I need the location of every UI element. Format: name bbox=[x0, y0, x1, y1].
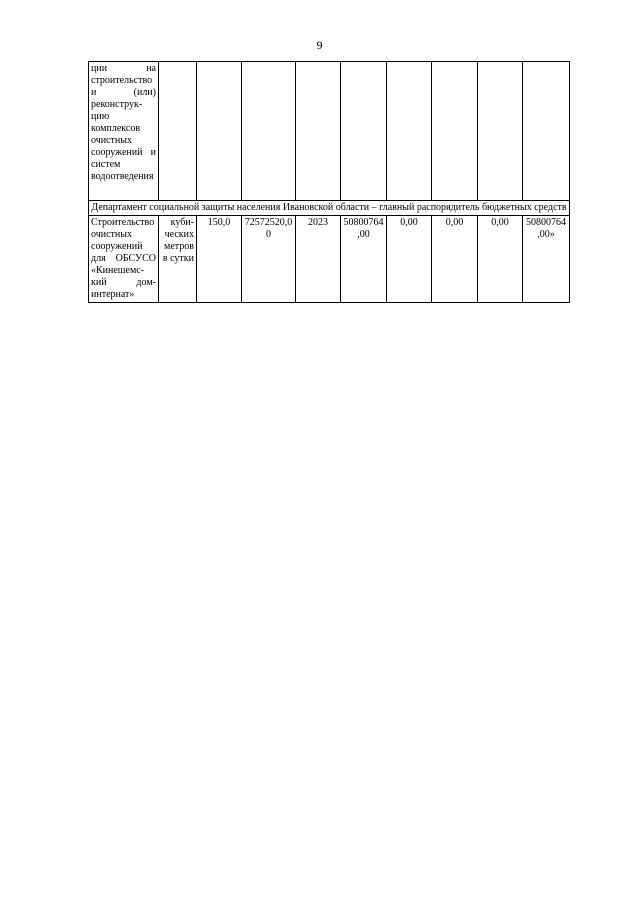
object-year: 2023 bbox=[296, 216, 341, 303]
object-value-2: 0,00 bbox=[432, 216, 478, 303]
empty-cell bbox=[341, 62, 387, 201]
empty-cell bbox=[159, 62, 197, 201]
object-value-4: 50800764,00» bbox=[523, 216, 570, 303]
empty-cell bbox=[197, 62, 242, 201]
object-row bbox=[89, 216, 570, 303]
department-title: Департамент социальной защиты населения Ивановской области – главный распорядитель бюджетных средств bbox=[89, 201, 570, 216]
budget-table bbox=[88, 61, 570, 303]
empty-cell bbox=[387, 62, 432, 201]
object-total: 50800764,00 bbox=[341, 216, 387, 303]
object-value-3: 0,00 bbox=[478, 216, 523, 303]
object-value-1: 0,00 bbox=[387, 216, 432, 303]
continuation-description: ции на строительство и (или) реконструкцию комплексов очистных сооружений и систем водоотведения bbox=[89, 62, 159, 201]
department-row bbox=[89, 201, 570, 216]
object-capacity: 150,0 bbox=[197, 216, 242, 303]
empty-cell bbox=[296, 62, 341, 201]
empty-cell bbox=[478, 62, 523, 201]
object-estimated-cost: 72572520,00 bbox=[242, 216, 296, 303]
object-unit: кубических метров в сутки bbox=[159, 216, 197, 303]
page-number: 9 bbox=[316, 38, 323, 52]
empty-cell bbox=[242, 62, 296, 201]
empty-cell bbox=[432, 62, 478, 201]
continuation-row bbox=[89, 62, 570, 201]
empty-cell bbox=[523, 62, 570, 201]
object-name: Строительство очистных сооружений для ОБСУСО «Кинешемский дом-интернат» bbox=[89, 216, 159, 303]
